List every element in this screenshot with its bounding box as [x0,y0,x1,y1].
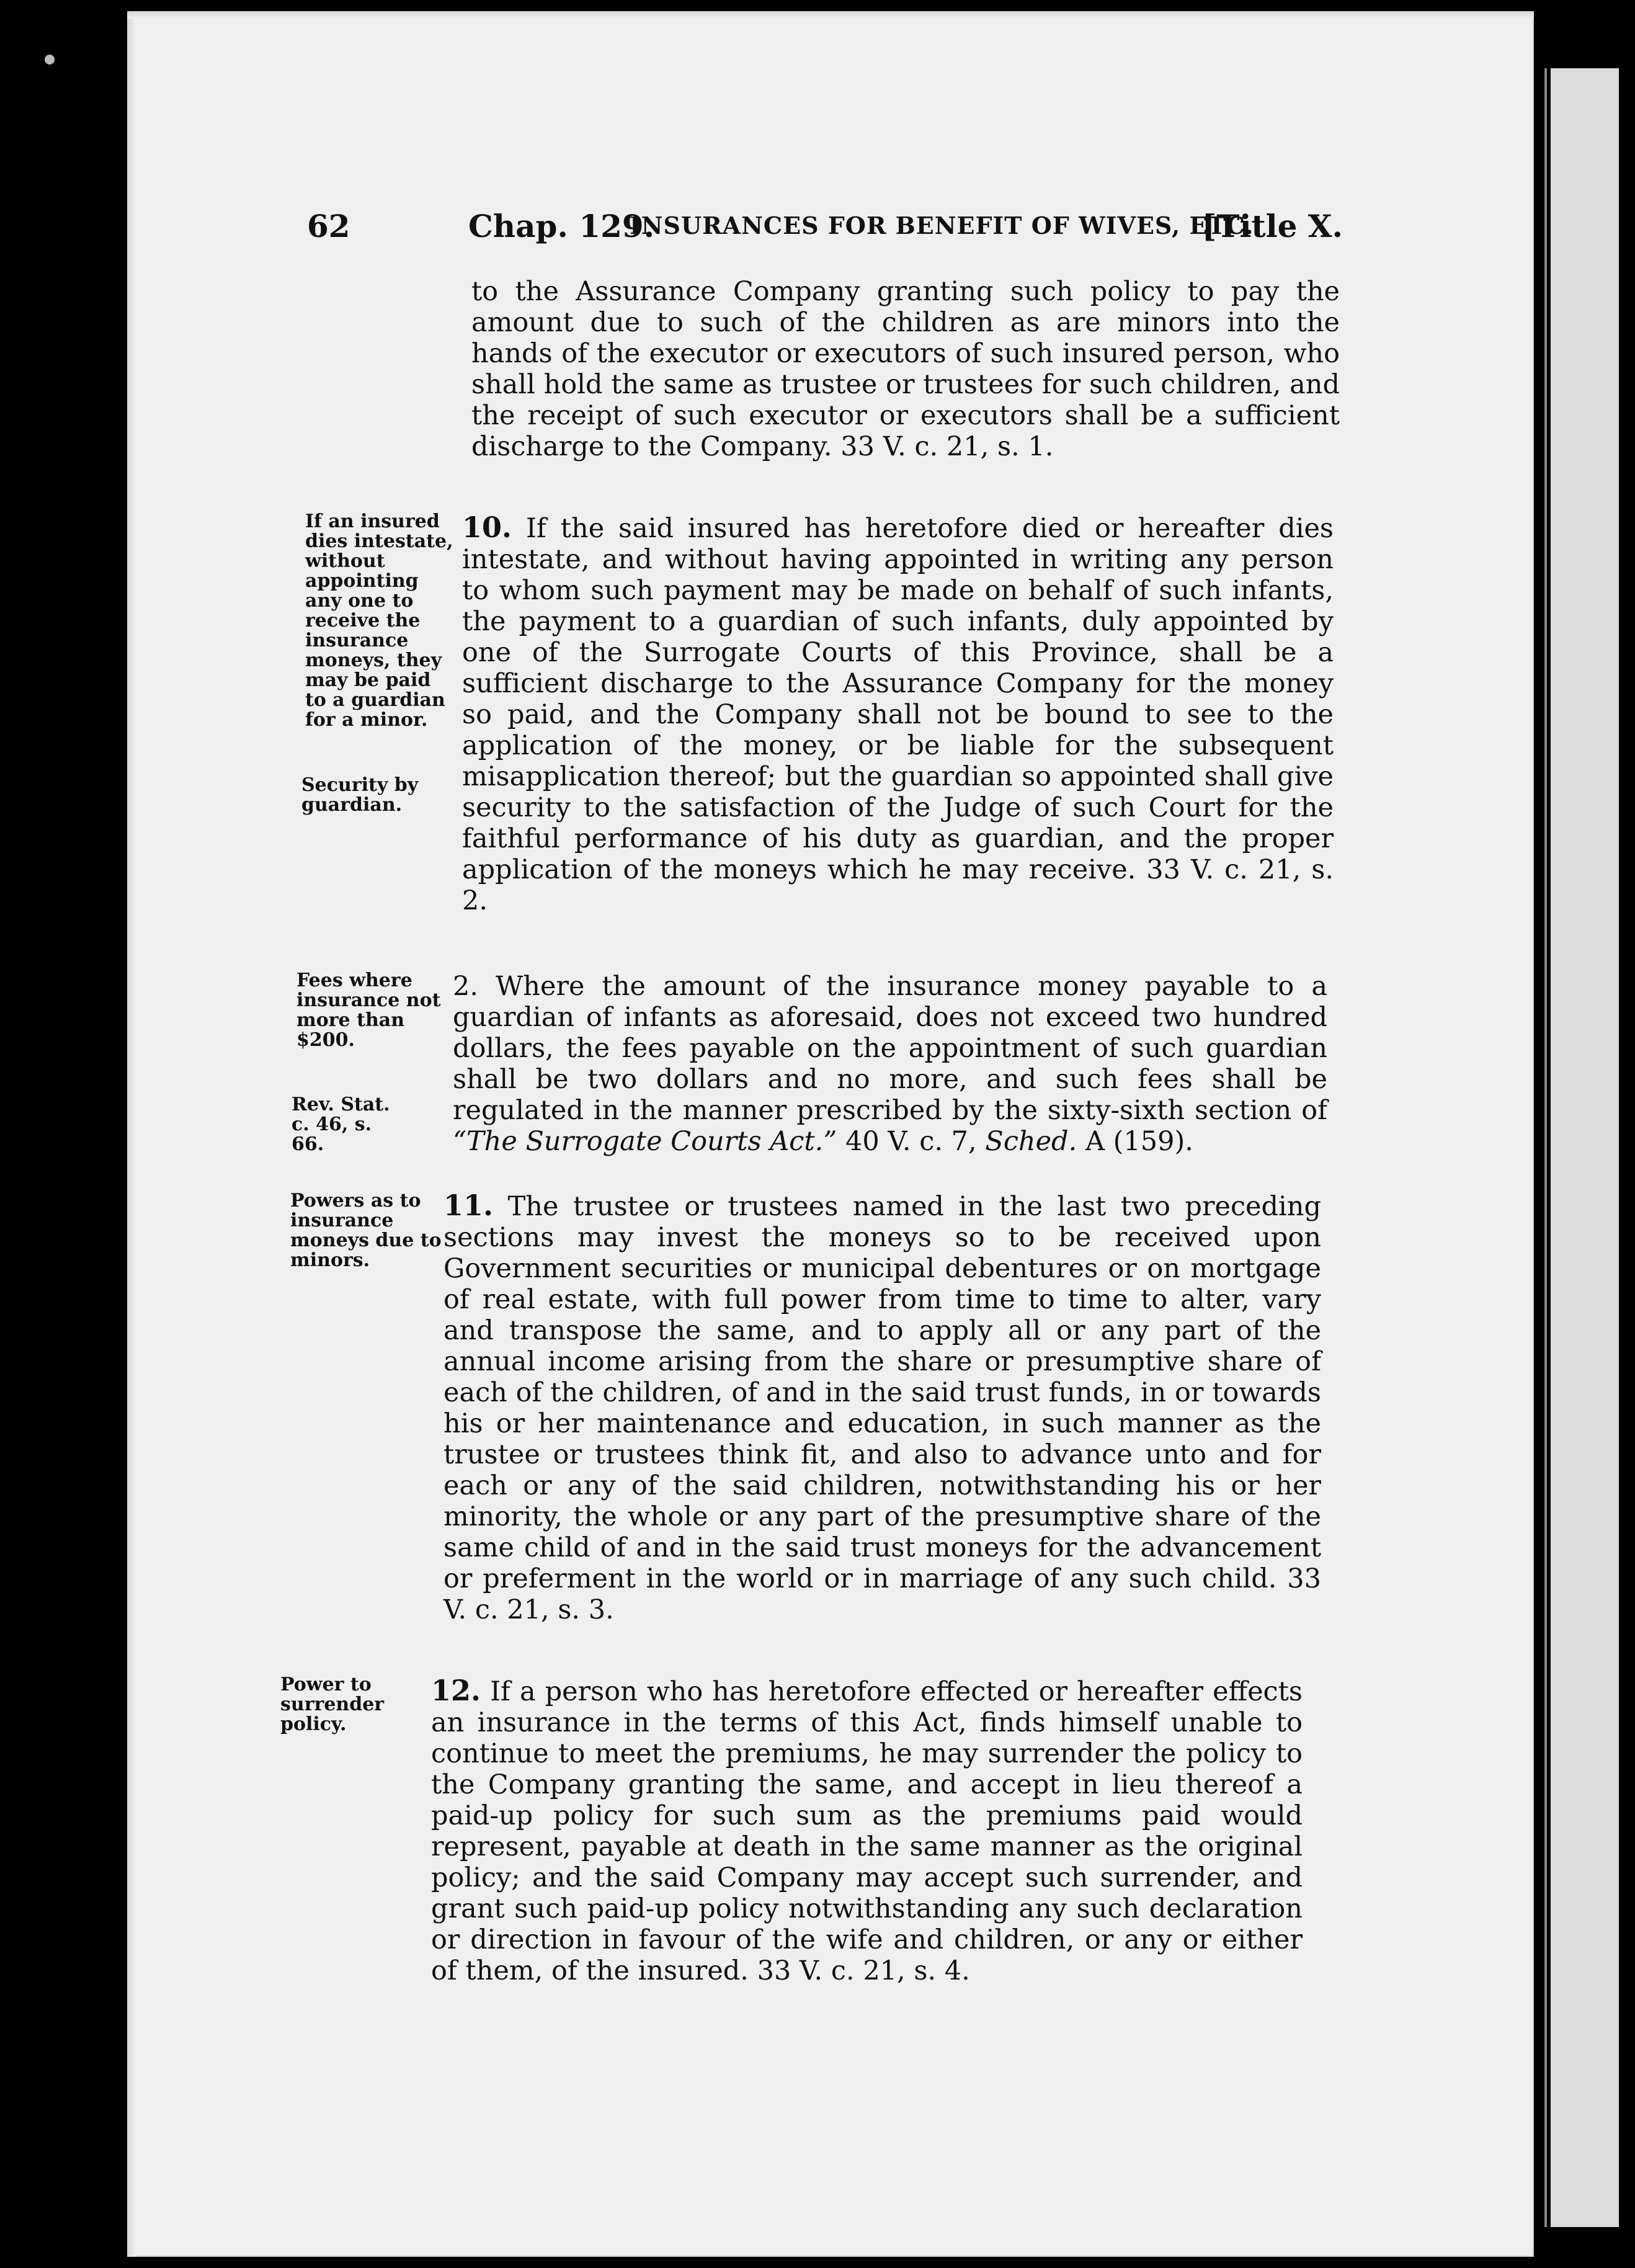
margin-note-surrender: Power to surrender policy. [280,1674,385,1735]
page-header [307,208,1343,264]
page-edge-top [127,11,1534,19]
paragraph-continuation [471,276,1340,462]
section-number: 10. [462,511,512,544]
chapter-label: Chap. 129. [468,208,655,244]
section-text: The trustee or trustees named in the last two preceding sections may invest the moneys so to be received upon Government securities or municipal debentures or on mortgage of real estate, with full power from time to time to alter, vary and transpose the same, and to apply all or any part of the annual income arising from the share or presumptive share of each of the children, of and in the said trust funds, in or towards his or her maintenance and education, in such manner as the trustee or trustees think fit, and also to advance unto and for each or any of the said children, notwithstanding his or her minority, the whole or any part of the presumptive share of the same child of and in the said trust moneys for the advancement or preferment in the world or in marriage of any such child. 33 V. c. 21, s. 3. [443,1191,1321,1625]
section-text: If the said insured has heretofore died or hereafter dies intestate, and without having appointed in writing any person to whom such payment may be made on behalf of such infants, the payment to a guardian of such infants, duly appointed by one of the Surrogate Courts of this Province, shall be a sufficient discharge to the Assurance Company for the money so paid, and the Company shall not be bound to see to the application of the money, or be liable for the subsequent misapplication thereof; but the guardian so appointed shall give security to the satisfaction of the Judge of such Court for the faithful performance of his duty as guardian, and the proper application of the moneys which he may receive. 33 V. c. 21, s. 2. [462,513,1334,916]
schedule-label: Sched. [985,1126,1077,1157]
section-10 [462,512,1334,916]
act-title: “The Surrogate Courts Act.” [453,1126,837,1157]
facing-page-edge [1544,68,1547,2227]
margin-note-fees: Fees where insurance not more than $200. [296,970,441,1051]
running-title: INSURANCES FOR BENEFIT OF WIVES, ETC. [630,212,1254,239]
section-number: 11. [443,1189,494,1222]
citation-end: A (159). [1085,1126,1193,1157]
page-number: 62 [307,208,350,244]
paragraph-text: to the Assurance Company granting such policy to pay the amount due to such of the children as are minors into the hands of the executor or executors of such insured person, who shall hold the same as trustee or trustees for such children, and the receipt of such executor or executors shall be a sufficient discharge to the Company. 33 V. c. 21, s. 1. [471,276,1340,462]
section-11 [443,1190,1321,1625]
margin-note-security: Security by guardian. [301,774,419,816]
section-12 [431,1675,1303,1986]
citation-text: 40 V. c. 7, [845,1126,977,1157]
facing-page [1551,68,1619,2227]
margin-note-intestate: If an insured dies intestate, without appointing any one to receive the insurance moneys, they may be paid to a guardian for a minor. [305,511,453,731]
subsection-text: Where the amount of the insurance money payable to a guardian of infants as aforesaid, does not exceed two hundred dollars, the fees payable on the appointment of such guardian shall be two dollars and no more, and such fees shall be regulated in the manner prescribed by the sixty-sixth section of [453,971,1328,1126]
page-edge-left [127,11,136,2257]
subsection-number: 2. [453,971,479,1002]
scan-speck [45,55,55,65]
title-reference: [Title X. [1201,208,1343,244]
section-number: 12. [431,1674,481,1707]
margin-note-rev-stat: Rev. Stat. c. 46, s. 66. [292,1094,390,1155]
section-text: If a person who has heretofore effected or hereafter effects an insurance in the terms of this Act, finds himself unable to continue to meet the premiums, he may surrender the policy to the Company granting the same, and accept in lieu thereof a paid-up policy for such sum as the premiums paid would represent, payable at death in the same manner as the original policy; and the said Company may accept such surrender, and grant such paid-up policy notwithstanding any such declaration or direction in favour of the wife and children, or any or either of them, of the insured. 33 V. c. 21, s. 4. [431,1676,1303,1986]
subsection-2 [453,971,1327,1157]
margin-note-powers: Powers as to insurance moneys due to minors. [290,1190,442,1271]
